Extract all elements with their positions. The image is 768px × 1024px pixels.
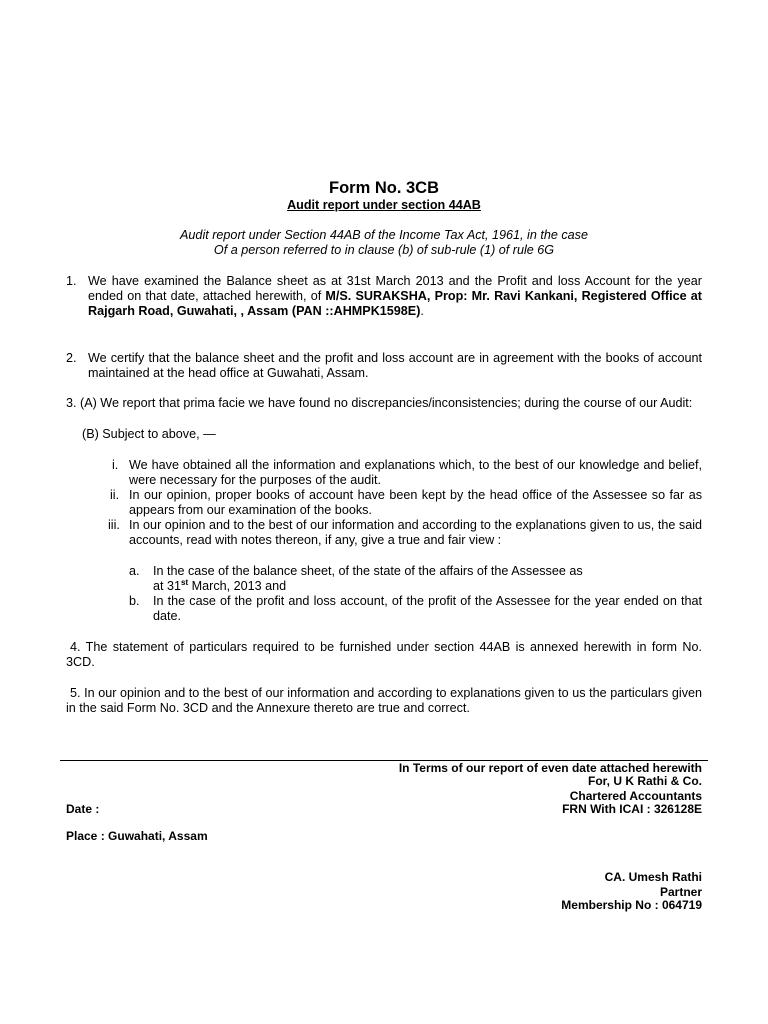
intro-line-2: Of a person referred to in clause (b) of sub-rule (1) of rule 6G bbox=[213, 243, 555, 257]
place-label: Place : Guwahati, Assam bbox=[66, 829, 208, 843]
form-subtitle: Audit report under section 44AB bbox=[287, 198, 481, 212]
para1-text-before: We have examined the Balance sheet as at 31st March 2013 and the Profit and loss Account for the year ended on that date, attached herewith, of bbox=[88, 274, 702, 303]
item-ii-text: In our opinion, proper books of account have been kept by the head office of the Assessee so far as appears from our examination of the books. bbox=[129, 488, 702, 517]
item-ii-number: ii. bbox=[110, 488, 120, 502]
para4-text: 4. The statement of particulars required to be furnished under section 44AB is annexed herewith in form No. 3CD. bbox=[66, 640, 702, 669]
sub-a-number: a. bbox=[129, 564, 140, 578]
item-i-text: We have obtained all the information and explanations which, to the best of our knowledge and belief, were necessary for the purposes of the audit. bbox=[129, 458, 702, 487]
para1-text bbox=[88, 274, 702, 319]
intro-line-1: Audit report under Section 44AB of the Income Tax Act, 1961, in the case bbox=[180, 228, 588, 242]
firm-role: Chartered Accountants bbox=[569, 789, 702, 803]
firm-name: For, U K Rathi & Co. bbox=[588, 774, 702, 788]
item-i-number: i. bbox=[112, 458, 119, 472]
terms-line: In Terms of our report of even date attached herewith bbox=[398, 761, 702, 775]
sub-b-number: b. bbox=[129, 594, 140, 608]
frn-number: FRN With ICAI : 326128E bbox=[562, 802, 702, 816]
sub-a-post: March, 2013 and bbox=[188, 579, 287, 593]
para5-text: 5. In our opinion and to the best of our information and according to explanations given to us the particulars given in the said Form No. 3CD and the Annexure thereto are true and correct. bbox=[66, 686, 702, 715]
para3-b-text: (B) Subject to above, — bbox=[82, 427, 216, 441]
para1-bold-text: M/S. SURAKSHA, Prop: Mr. Ravi Kankani, Registered Office at Rajgarh Road, Guwahati, , Assam (PAN ::AHMPK1598E) bbox=[88, 289, 702, 318]
form-title: Form No. 3CB bbox=[328, 179, 439, 197]
para2-number: 2. bbox=[66, 351, 77, 365]
item-iii-text: In our opinion and to the best of our information and according to the explanations given to us, the said accounts, read with notes thereon, if any, give a true and fair view : bbox=[129, 518, 702, 547]
signatory-name: CA. Umesh Rathi bbox=[604, 870, 702, 884]
signatory-designation: Partner bbox=[659, 885, 702, 899]
sub-a-line1: In the case of the balance sheet, of the state of the affairs of the Assessee as bbox=[153, 564, 583, 578]
para1-text-after: . bbox=[420, 304, 424, 318]
date-label: Date : bbox=[66, 802, 100, 816]
sub-a-pre: at 31 bbox=[153, 579, 182, 593]
para2-text: We certify that the balance sheet and the profit and loss account are in agreement with the books of account maintained at the head office at Guwahati, Assam. bbox=[88, 351, 702, 380]
sub-a-sup: st bbox=[181, 578, 189, 587]
membership-number: Membership No : 064719 bbox=[561, 898, 702, 912]
item-iii-number: iii. bbox=[108, 518, 120, 532]
para1-number: 1. bbox=[66, 274, 77, 288]
sub-a-line2 bbox=[153, 579, 286, 594]
para3-a-text: 3. (A) We report that prima facie we have found no discrepancies/inconsistencies; during the course of our Audit: bbox=[66, 396, 693, 410]
sub-b-text: In the case of the profit and loss account, of the profit of the Assessee for the year ended on that date. bbox=[153, 594, 702, 623]
